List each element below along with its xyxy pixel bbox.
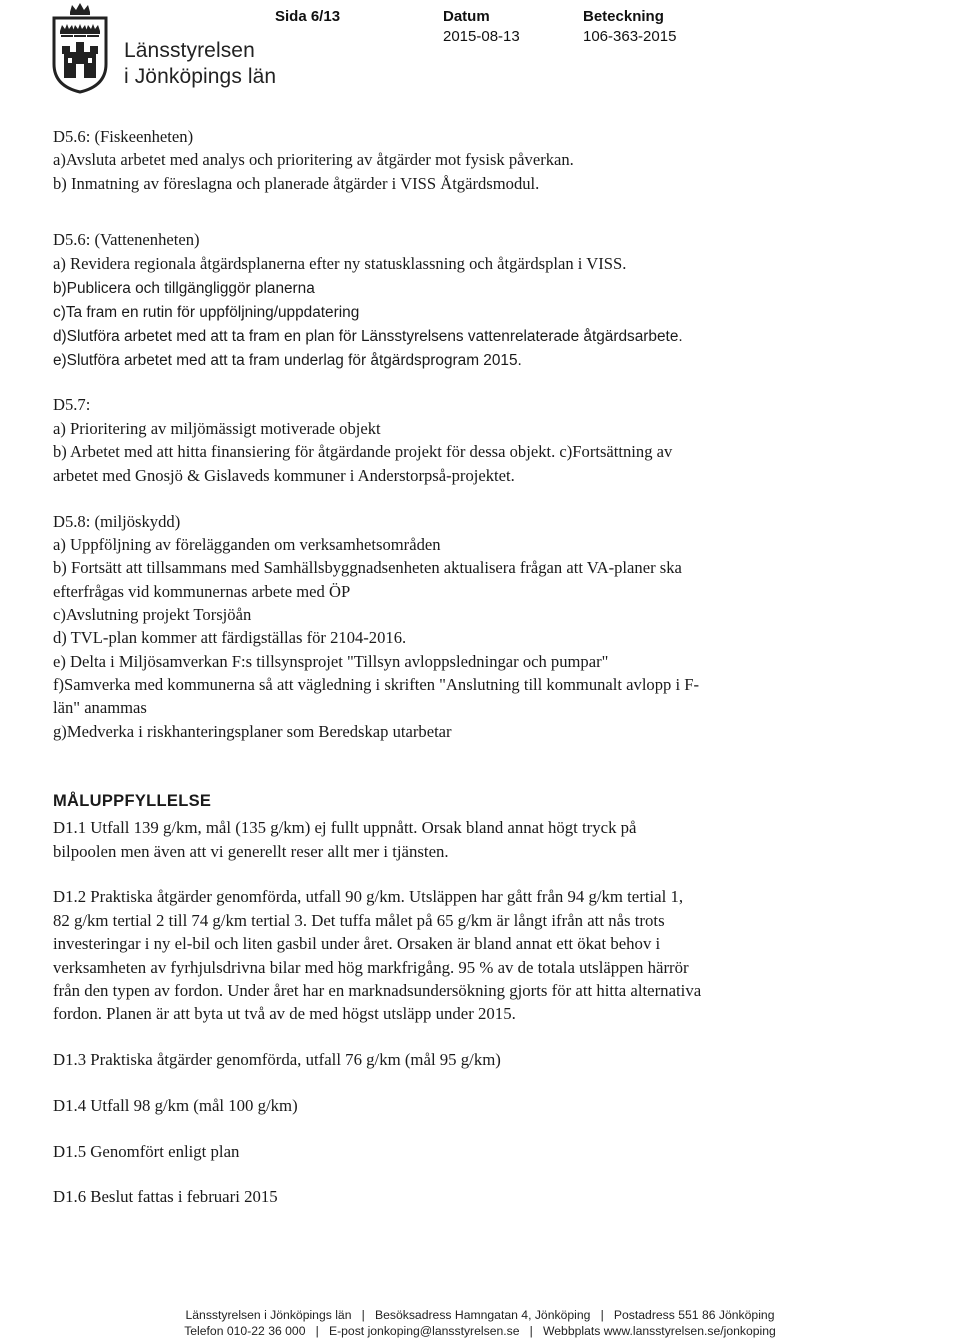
body-line: b) Fortsätt att tillsammans med Samhällsbyggnadsenheten aktualisera frågan att VA-planer ska bbox=[53, 558, 682, 577]
body-line: d)Slutföra arbetet med att ta fram en plan för Länsstyrelsens vattenrelaterade åtgärdsarbete. bbox=[53, 328, 683, 345]
result-line: verksamheten av fyrhjulsdrivna bilar med hög markfrigång. 95 % av de totala utsläppen härrör bbox=[53, 958, 689, 977]
body-line: D5.7: bbox=[53, 395, 91, 414]
body-line: b) Arbetet med att hitta finansiering för åtgärdande projekt för dessa objekt. c)Fortsättning av bbox=[53, 442, 673, 461]
body-line: e)Slutföra arbetet med att ta fram underlag för åtgärdsprogram 2015. bbox=[53, 352, 522, 369]
footer-address: Länsstyrelsen i Jönköpings län | Besöksadress Hamngatan 4, Jönköping | Postadress 551 86 Jönköping bbox=[185, 1308, 775, 1322]
body-line: g)Medverka i riskhanteringsplaner som Beredskap utarbetar bbox=[53, 722, 452, 741]
result-line: D1.6 Beslut fattas i februari 2015 bbox=[53, 1187, 278, 1206]
result-line: D1.4 Utfall 98 g/km (mål 100 g/km) bbox=[53, 1096, 298, 1115]
date-label: Datum bbox=[443, 8, 490, 25]
org-name-line2: i Jönköpings län bbox=[124, 65, 277, 88]
result-line: investeringar i ny el-bil och liten gasbil under året. Orsaken är bland annat ett ökat behov i bbox=[53, 934, 661, 953]
body-line: D5.6: (Vattenenheten) bbox=[53, 230, 200, 249]
body-line: a) Prioritering av miljömässigt motiverade objekt bbox=[53, 419, 381, 438]
body-line: c)Avslutning projekt Torsjöån bbox=[53, 605, 252, 624]
body-line: D5.6: (Fiskeenheten) bbox=[53, 127, 194, 146]
reference-value: 106-363-2015 bbox=[583, 28, 677, 45]
result-line: fordon. Planen är att byta ut två av de med högst utsläpp under 2015. bbox=[53, 1004, 516, 1023]
section-heading: MÅLUPPFYLLELSE bbox=[53, 792, 212, 810]
org-name-line1: Länsstyrelsen bbox=[124, 39, 255, 62]
body-line: a)Avsluta arbetet med analys och prioritering av åtgärder mot fysisk påverkan. bbox=[53, 150, 574, 169]
body-line: f)Samverka med kommunerna så att vägledning i skriften "Anslutning till kommunalt avlopp i F- bbox=[53, 675, 699, 694]
body-line: a) Revidera regionala åtgärdsplanerna efter ny statusklassning och åtgärdsplan i VISS. bbox=[53, 254, 627, 273]
result-line: 82 g/km tertial 2 till 74 g/km tertial 3. Det tuffa målet på 65 g/km är långt ifrån att nås trots bbox=[53, 911, 665, 930]
body-line: D5.8: (miljöskydd) bbox=[53, 512, 181, 531]
body-line: efterfrågas vid kommunernas arbete med ÖP bbox=[53, 582, 351, 601]
coat-of-arms-logo bbox=[50, 2, 110, 94]
body-line: arbetet med Gnosjö & Gislaveds kommuner i Anderstorpså-projektet. bbox=[53, 466, 515, 485]
body-line: d) TVL-plan kommer att färdigställas för 2104-2016. bbox=[53, 628, 407, 647]
result-line: bilpoolen men även att vi generellt reser allt mer i tjänsten. bbox=[53, 842, 449, 861]
result-line: D1.3 Praktiska åtgärder genomförda, utfall 76 g/km (mål 95 g/km) bbox=[53, 1050, 501, 1069]
result-line: D1.2 Praktiska åtgärder genomförda, utfall 90 g/km. Utsläppen har gått från 94 g/km tertial 1, bbox=[53, 887, 684, 906]
body-line: b)Publicera och tillgängliggör planerna bbox=[53, 280, 315, 297]
result-line: D1.5 Genomfört enligt plan bbox=[53, 1142, 240, 1161]
date-value: 2015-08-13 bbox=[443, 28, 520, 45]
body-line: e) Delta i Miljösamverkan F:s tillsynsprojet "Tillsyn avloppsledningar och pumpar" bbox=[53, 652, 609, 671]
result-line: från den typen av fordon. Under året har en marknadsundersökning gjorts för att hitta alternativa bbox=[53, 981, 702, 1000]
body-line: c)Ta fram en rutin för uppföljning/uppdatering bbox=[53, 304, 360, 321]
body-line: län" anammas bbox=[53, 698, 147, 717]
footer-contact: Telefon 010-22 36 000 | E-post jonkoping@lansstyrelsen.se | Webbplats www.lansstyrelsen.se/jonkoping bbox=[184, 1324, 776, 1338]
page-number: Sida 6/13 bbox=[275, 8, 341, 25]
body-line: a) Uppföljning av förelägganden om verksamhetsområden bbox=[53, 535, 441, 554]
reference-label: Beteckning bbox=[583, 8, 664, 25]
body-line: b) Inmatning av föreslagna och planerade åtgärder i VISS Åtgärdsmodul. bbox=[53, 174, 540, 193]
result-line: D1.1 Utfall 139 g/km, mål (135 g/km) ej fullt uppnått. Orsak bland annat högt tryck på bbox=[53, 818, 637, 837]
